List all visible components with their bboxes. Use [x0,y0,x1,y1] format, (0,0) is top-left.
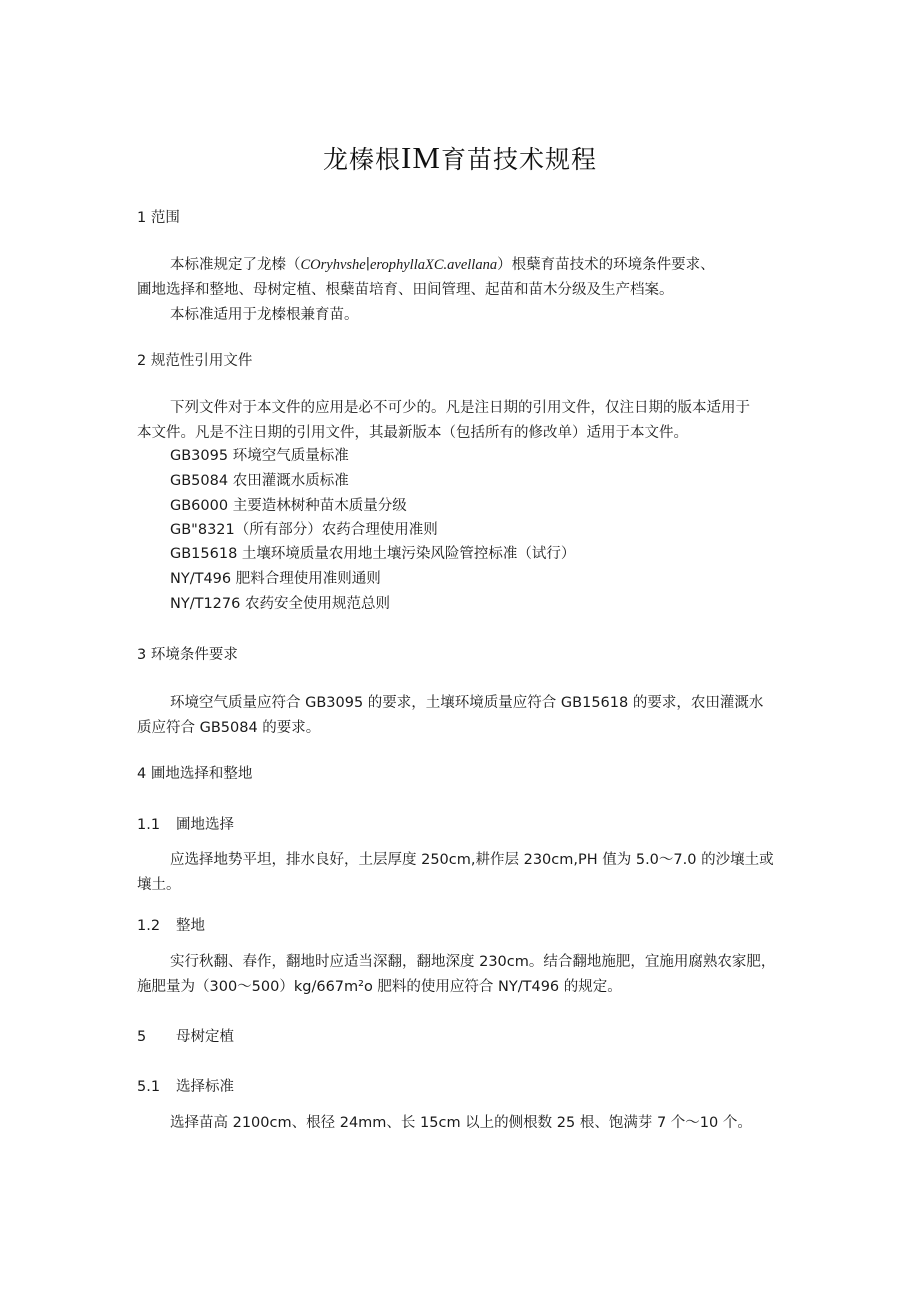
reference-item: GB15618 土壤环境质量农用地土壤污染风险管控标准（试行） [170,546,576,562]
reference-item: GB6000 主要造林树种苗木质量分级 [170,498,407,514]
section-1-para1-line1 [170,255,715,275]
page-title [0,140,920,176]
subsection-5-1-heading [137,1077,234,1097]
section-4-heading: 4 圃地选择和整地 [137,766,253,782]
reference-item: NY/T1276 农药安全使用规范总则 [170,596,390,612]
subsection-4-1-heading [137,815,234,835]
subsection-5-1-line1: 选择苗高 2100cm、根径 24mm、长 15cm 以上的侧根数 25 根、饱满芽 7 个～10 个。 [170,1115,752,1131]
latin-name: COryhvshe∣erophyllaXC.avellana [300,257,498,273]
subsection-title: 整地 [176,918,205,934]
section-2-para-line2: 本文件。凡是不注日期的引用文件，其最新版本（包括所有的修改单）适用于本文件。 [137,425,688,441]
section-1-para2: 本标准适用于龙榛根兼育苗。 [170,307,359,323]
subsection-number: 1.1 [137,817,161,833]
subsection-4-2-line1: 实行秋翻、春作，翻地时应适当深翻，翻地深度 230cm。结合翻地施肥，宜施用腐熟农家肥， [170,954,776,970]
subsection-number: 5.1 [137,1079,161,1095]
reference-item: GB3095 环境空气质量标准 [170,448,349,464]
subsection-title: 选择标准 [176,1079,234,1095]
section-3-heading: 3 环境条件要求 [137,647,238,663]
reference-item: NY/T496 肥料合理使用准则通则 [170,571,381,587]
section-3-para-line1: 环境空气质量应符合 GB3095 的要求，土壤环境质量应符合 GB15618 的要求，农田灌溉水 [170,695,764,711]
subsection-title: 圃地选择 [176,817,234,833]
para1-text-a: 本标准规定了龙榛（ [170,257,301,273]
reference-item: GB5084 农田灌溉水质标准 [170,473,349,489]
title-part1: 龙榛根 [323,145,402,174]
subsection-number: 1.2 [137,918,161,934]
reference-item: GB"8321（所有部分）农药合理使用准则 [170,522,438,538]
subsection-4-2-heading [137,916,205,936]
section-number: 5 [137,1029,147,1045]
section-1-heading: 1 范围 [137,210,180,226]
subsection-4-2-line2: 施肥量为（300～500）kg∕667m²o 肥料的使用应符合 NY/T496 的规定。 [137,979,622,995]
section-5-heading [137,1027,234,1047]
section-2-heading: 2 规范性引用文件 [137,353,253,369]
para1-text-b: ）根蘖育苗技术的环境条件要求、 [497,257,715,273]
section-1-para1-line2: 圃地选择和整地、母树定植、根蘖苗培育、田间管理、起苗和苗木分级及生产档案。 [137,282,674,298]
section-3-para-line2: 质应符合 GB5084 的要求。 [137,720,321,736]
subsection-4-1-line1: 应选择地势平坦，排水良好，土层厚度 250cm,耕作层 230cm,PH 值为 5.0～7.0 的沙壤土或 [170,852,774,868]
section-2-para-line1: 下列文件对于本文件的应用是必不可少的。凡是注日期的引用文件，仅注日期的版本适用于 [170,400,750,416]
title-part2: IM [401,140,441,175]
section-title: 母树定植 [176,1029,234,1045]
title-part3: 育苗技术规程 [440,145,597,174]
subsection-4-1-line2: 壤土。 [137,877,181,893]
